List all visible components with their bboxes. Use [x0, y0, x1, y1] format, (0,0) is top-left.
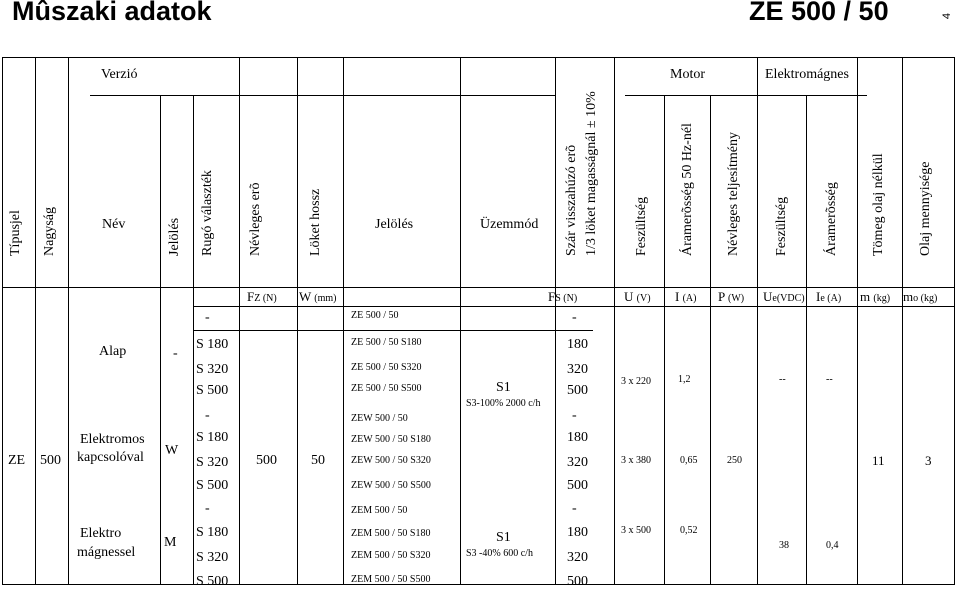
group-mark-w: W: [165, 443, 179, 458]
col-line: [710, 95, 711, 585]
col-line: [614, 57, 615, 585]
rule-header: [2, 287, 955, 288]
spring-w-1: S 180: [196, 430, 229, 445]
header-elektromagnes: Elektromágnes: [765, 67, 849, 82]
designation-alap-0: ZE 500 / 50: [351, 310, 399, 321]
spring-alap-3: S 500: [196, 383, 229, 398]
header-nagysag: Nagyság: [42, 207, 57, 256]
header-feszultseg-magnet: Feszültség: [774, 196, 789, 256]
header-feszultseg-motor: Feszültség: [634, 196, 649, 256]
header-rugo: Rugó választék: [200, 170, 215, 256]
group-mark-alap: -: [173, 346, 178, 361]
force-m-2: 320: [567, 550, 588, 565]
force-m-3: 500: [567, 574, 588, 589]
motor-current-alap: 1,2: [678, 374, 691, 385]
operating-mode-alap: S1: [496, 380, 511, 395]
rule-row1: [193, 330, 593, 331]
col-line: [806, 95, 807, 585]
col-line: [757, 57, 758, 585]
designation-w-1: ZEW 500 / 50 S180: [351, 434, 431, 445]
spec-table: [2, 57, 955, 585]
motor-voltage-w: 3 x 380: [621, 455, 651, 466]
designation-m-1: ZEM 500 / 50 S180: [351, 528, 431, 539]
header-loket: Löket hossz: [308, 188, 323, 256]
spring-m-0: -: [205, 501, 210, 516]
force-w-2: 320: [567, 455, 588, 470]
unit-fz: FZ (N): [247, 289, 277, 304]
force-alap-2: 320: [567, 362, 588, 377]
force-m-1: 180: [567, 525, 588, 540]
designation-alap-3: ZE 500 / 50 S500: [351, 383, 422, 394]
header-jeloles: Jelölés: [375, 217, 414, 232]
body-oil: 3: [925, 453, 932, 468]
force-w-0: -: [572, 408, 577, 423]
force-alap-3: 500: [567, 383, 588, 398]
spring-alap-2: S 320: [196, 362, 229, 377]
header-motor: Motor: [670, 67, 705, 82]
col-line: [160, 95, 161, 585]
motor-current-m: 0,52: [680, 525, 698, 536]
header-nev: Név: [102, 217, 126, 232]
spring-w-2: S 320: [196, 455, 229, 470]
col-line: [343, 57, 344, 585]
unit-u: U (V): [624, 289, 651, 304]
unit-ue: Ue(VDC): [763, 289, 805, 304]
col-line: [68, 57, 69, 585]
spring-m-3: S 500: [196, 574, 229, 589]
spring-alap-0: -: [205, 310, 210, 325]
unit-fs: FS (N): [548, 289, 578, 304]
header-aramerosseg-50: Áramerõsség 50 Hz-nél: [680, 123, 695, 256]
group-name-w-1: Elektromos: [80, 432, 145, 447]
col-line: [857, 57, 858, 585]
body-tipusjel: ZE: [8, 453, 26, 468]
magnet-current-alap: --: [826, 374, 833, 385]
rule-motor: [625, 95, 867, 96]
page-number: 4: [941, 12, 954, 20]
motor-voltage-m: 3 x 500: [621, 525, 651, 536]
header-uzemmod: Üzemmód: [480, 217, 539, 232]
col-line: [193, 95, 194, 585]
unit-mo: mo (kg): [903, 289, 938, 304]
header-jeloles-vertical: Jelölés: [167, 217, 182, 256]
magnet-voltage-alap: --: [779, 374, 786, 385]
spring-alap-1: S 180: [196, 337, 229, 352]
group-mark-m: M: [164, 535, 177, 550]
designation-w-2: ZEW 500 / 50 S320: [351, 455, 431, 466]
body-mass: 11: [872, 453, 885, 468]
spring-w-0: -: [205, 408, 210, 423]
header-verzio: Verzió: [101, 67, 138, 82]
motor-power-w: 250: [727, 455, 742, 466]
magnet-current-m: 0,4: [826, 540, 839, 551]
motor-voltage-alap: 3 x 220: [621, 376, 651, 387]
body-nagysag: 500: [40, 453, 61, 468]
spring-m-2: S 320: [196, 550, 229, 565]
force-w-3: 500: [567, 478, 588, 493]
designation-alap-1: ZE 500 / 50 S180: [351, 337, 422, 348]
group-name-w-2: kapcsolóval: [77, 450, 144, 465]
spring-m-1: S 180: [196, 525, 229, 540]
force-m-0: -: [572, 501, 577, 516]
motor-current-w: 0,65: [680, 455, 698, 466]
body-w: 50: [311, 453, 325, 468]
magnet-voltage-m: 38: [779, 540, 789, 551]
header-aramerosseg-magnet: Áramerõsség: [824, 182, 839, 256]
unit-p: P (W): [718, 289, 745, 304]
force-w-1: 180: [567, 430, 588, 445]
col-line: [239, 57, 240, 585]
header-tomeg: Tömeg olaj nélkül: [871, 153, 886, 256]
rule-units: [193, 306, 955, 307]
group-name-m-2: mágnessel: [77, 545, 136, 560]
col-line: [664, 95, 665, 585]
header-szar-2: 1/3 löket magasságnál ± 10%: [584, 91, 599, 256]
header-olaj: Olaj mennyisége: [918, 161, 933, 256]
header-nevleges-telj: Névleges teljesítmény: [726, 131, 741, 256]
col-line: [297, 57, 298, 585]
col-line: [555, 57, 556, 585]
body-fz: 500: [256, 453, 277, 468]
designation-m-3: ZEM 500 / 50 S500: [351, 574, 431, 585]
unit-w: W (mm): [299, 289, 337, 304]
model-title: ZE 500 / 50: [749, 0, 889, 26]
designation-w-3: ZEW 500 / 50 S500: [351, 480, 431, 491]
designation-w-0: ZEW 500 / 50: [351, 413, 408, 424]
force-alap-0: -: [572, 310, 577, 325]
operating-detail-m: S3 -40% 600 c/h: [466, 548, 533, 559]
unit-ie: Ie (A): [816, 289, 842, 304]
operating-mode-m: S1: [496, 530, 511, 545]
page-title: Mûszaki adatok: [12, 0, 212, 26]
group-name-alap: Alap: [99, 344, 127, 359]
spring-w-3: S 500: [196, 478, 229, 493]
force-alap-1: 180: [567, 337, 588, 352]
group-name-m-1: Elektro: [80, 526, 122, 541]
header-tipusjel: Típusjel: [8, 210, 23, 256]
unit-i: I (A): [675, 289, 697, 304]
unit-m: m (kg): [860, 289, 891, 304]
designation-m-0: ZEM 500 / 50: [351, 505, 408, 516]
designation-alap-2: ZE 500 / 50 S320: [351, 362, 422, 373]
operating-detail-alap: S3-100% 2000 c/h: [466, 398, 541, 409]
header-szar-1: Szár visszahúzó erõ: [564, 144, 579, 256]
col-line: [35, 57, 36, 585]
designation-m-2: ZEM 500 / 50 S320: [351, 550, 431, 561]
header-nevleges-ero: Névleges erõ: [248, 182, 263, 256]
col-line: [460, 57, 461, 585]
col-line: [902, 57, 903, 585]
